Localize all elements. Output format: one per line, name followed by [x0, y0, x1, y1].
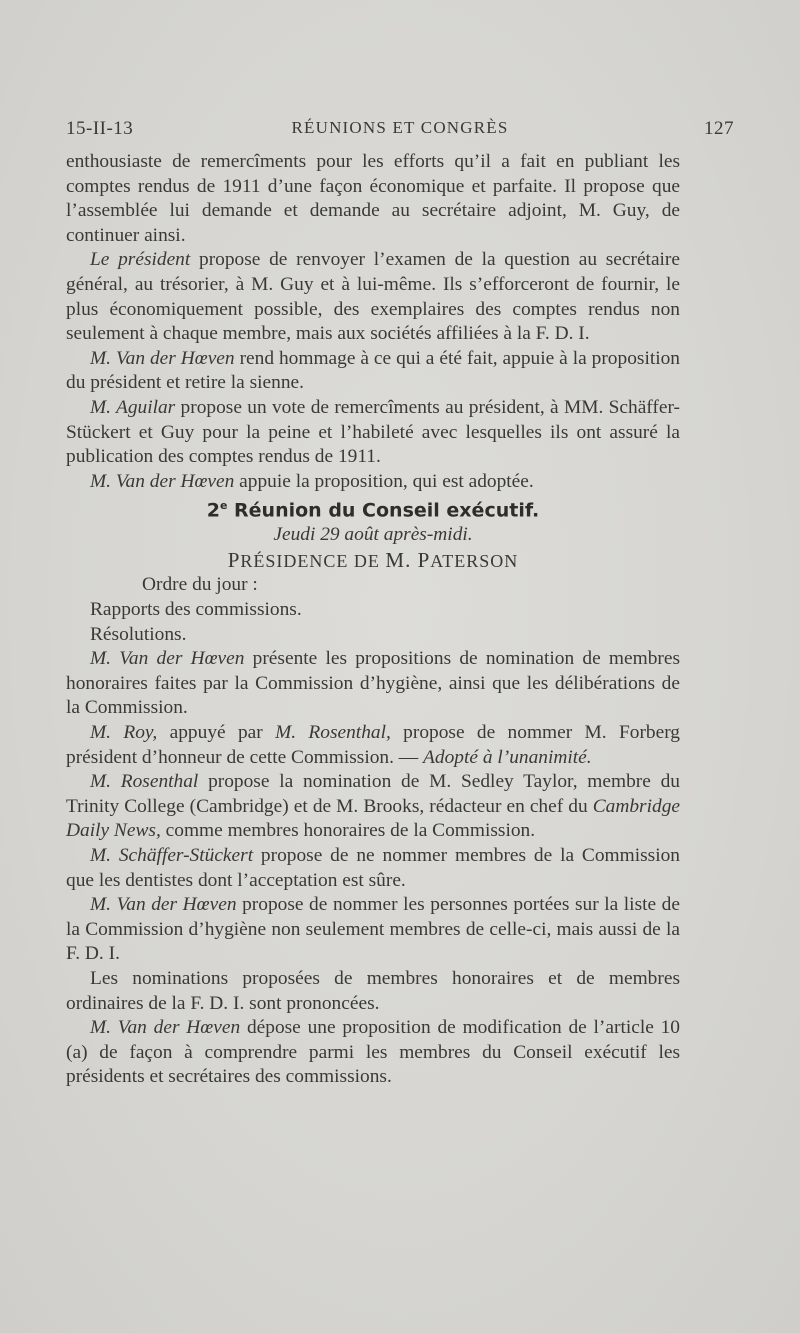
- paragraph: [66, 721, 680, 770]
- paragraph: [66, 1016, 680, 1090]
- paragraph: [66, 844, 680, 893]
- paragraph-text: présente les propositions de nomination de membres honoraires faites par la Commission d’hygiène, ainsi que les délibérations de la Commission.: [66, 648, 680, 719]
- paragraph: [66, 967, 680, 1016]
- paragraph-text: Les nominations proposées de membres honoraires et de membres ordinaires de la F. D. I. sont prononcées.: [66, 967, 680, 1014]
- paragraph-text: rend hommage à ce qui a été fait, appuie à la proposition du président et retire la sienne.: [66, 347, 680, 394]
- speaker-name: M. Roy,: [90, 721, 158, 743]
- agenda-item: Rapports des commissions.: [90, 599, 302, 621]
- resolution-note: Adopté à l’unanimité.: [423, 746, 592, 768]
- section-title: [66, 494, 680, 523]
- section-title-text: Réunion du Conseil exécutif.: [227, 499, 540, 522]
- paragraph-text: propose de renvoyer l’examen de la question au secrétaire général, au trésorier, à M. Guy et à lui-même. Ils s’efforceront de fournir, le plus économiquement possible, des exemplaires des comptes rendus non seulement à chaque membre, mais aux sociétés affiliées à la F. D. I.: [66, 249, 680, 345]
- section-number: 2: [206, 499, 220, 522]
- header-date: 15-II-13: [66, 118, 134, 139]
- header-title: RÉUNIONS ET CONGRÈS: [291, 118, 509, 137]
- speaker-name: M. Schäffer-Stückert: [90, 844, 254, 866]
- paragraph-text: propose de ne nommer membres de la Commission que les dentistes dont l’acceptation est sûre.: [66, 844, 680, 891]
- speaker-name: M. Van der Hœven: [90, 648, 245, 670]
- speaker-name: M. Van der Hœven: [90, 894, 237, 916]
- paragraph: [66, 396, 680, 470]
- presidence-cap: M. P: [385, 547, 431, 572]
- running-header: [66, 118, 734, 144]
- paragraph: [66, 893, 680, 967]
- speaker-name: M. Van der Hœven: [90, 470, 235, 492]
- paragraph-text: dépose une proposition de modification de l’article 10 (a) de façon à comprendre parmi les membres du Conseil exécutif les présidents et secrétaires des commissions.: [66, 1017, 681, 1088]
- paragraph: [66, 770, 680, 844]
- presidence: [66, 548, 680, 574]
- agenda-heading: Ordre du jour :: [142, 574, 258, 596]
- speaker-name: Le président: [90, 249, 191, 271]
- paragraph-text: propose de nommer les personnes portées sur la liste de la Commission d’hygiène non seulement membres de celle-ci, mais aussi de la F. D. I.: [66, 894, 680, 965]
- paragraph: [66, 347, 680, 396]
- speaker-name: M. Rosenthal: [90, 771, 199, 793]
- paragraph: [66, 470, 680, 495]
- body-text: [66, 150, 680, 1090]
- agenda-item: Résolutions.: [90, 623, 187, 645]
- paragraph-text: propose la nomination de M. Sedley Taylor, membre du Trinity College (Cambridge) et de M. Brooks, rédacteur en chef du: [66, 771, 680, 817]
- section-date: [66, 523, 680, 548]
- speaker-name: M. Van der Hœven: [90, 347, 235, 369]
- publication-title: Cambridge Daily News,: [66, 795, 680, 842]
- presidence-text: ATERSON: [430, 550, 519, 571]
- section-superscript: e: [219, 499, 228, 513]
- paragraph: [66, 647, 680, 721]
- page-number: 127: [704, 118, 734, 139]
- speaker-name: M. Van der Hœven: [90, 1017, 241, 1039]
- paragraph-text: comme membres honoraires de la Commission.: [160, 820, 536, 842]
- speaker-name: M. Rosenthal,: [275, 721, 391, 743]
- paragraph-text: propose de nommer M. Forberg président d’honneur de cette Commission. —: [66, 721, 681, 768]
- paragraph: [66, 150, 680, 248]
- presidence-cap: P: [227, 547, 241, 572]
- section-date-text: Jeudi 29 août après-midi.: [273, 524, 473, 546]
- paragraph-text: appuyé par: [157, 721, 276, 743]
- speaker-name: M. Aguilar: [90, 396, 176, 418]
- paragraph-text: propose un vote de remercîments au président, à MM. Schäffer-Stückert et Guy pour la peine et l’habileté avec lesquelles ils ont assuré la publication des comptes rendus de 1911.: [66, 396, 680, 468]
- paragraph-text: appuie la proposition, qui est adoptée.: [234, 470, 534, 492]
- presidence-text: RÉSIDENCE DE: [240, 550, 386, 571]
- paragraph-text: enthousiaste de remercîments pour les efforts qu’il a fait en publiant les comptes rendus de 1911 d’une façon économique et parfaite. Il propose que l’assemblée lui demande et demande au secrétaire adjoint, M. Guy, de continuer ainsi.: [66, 151, 680, 246]
- paragraph: [66, 248, 680, 346]
